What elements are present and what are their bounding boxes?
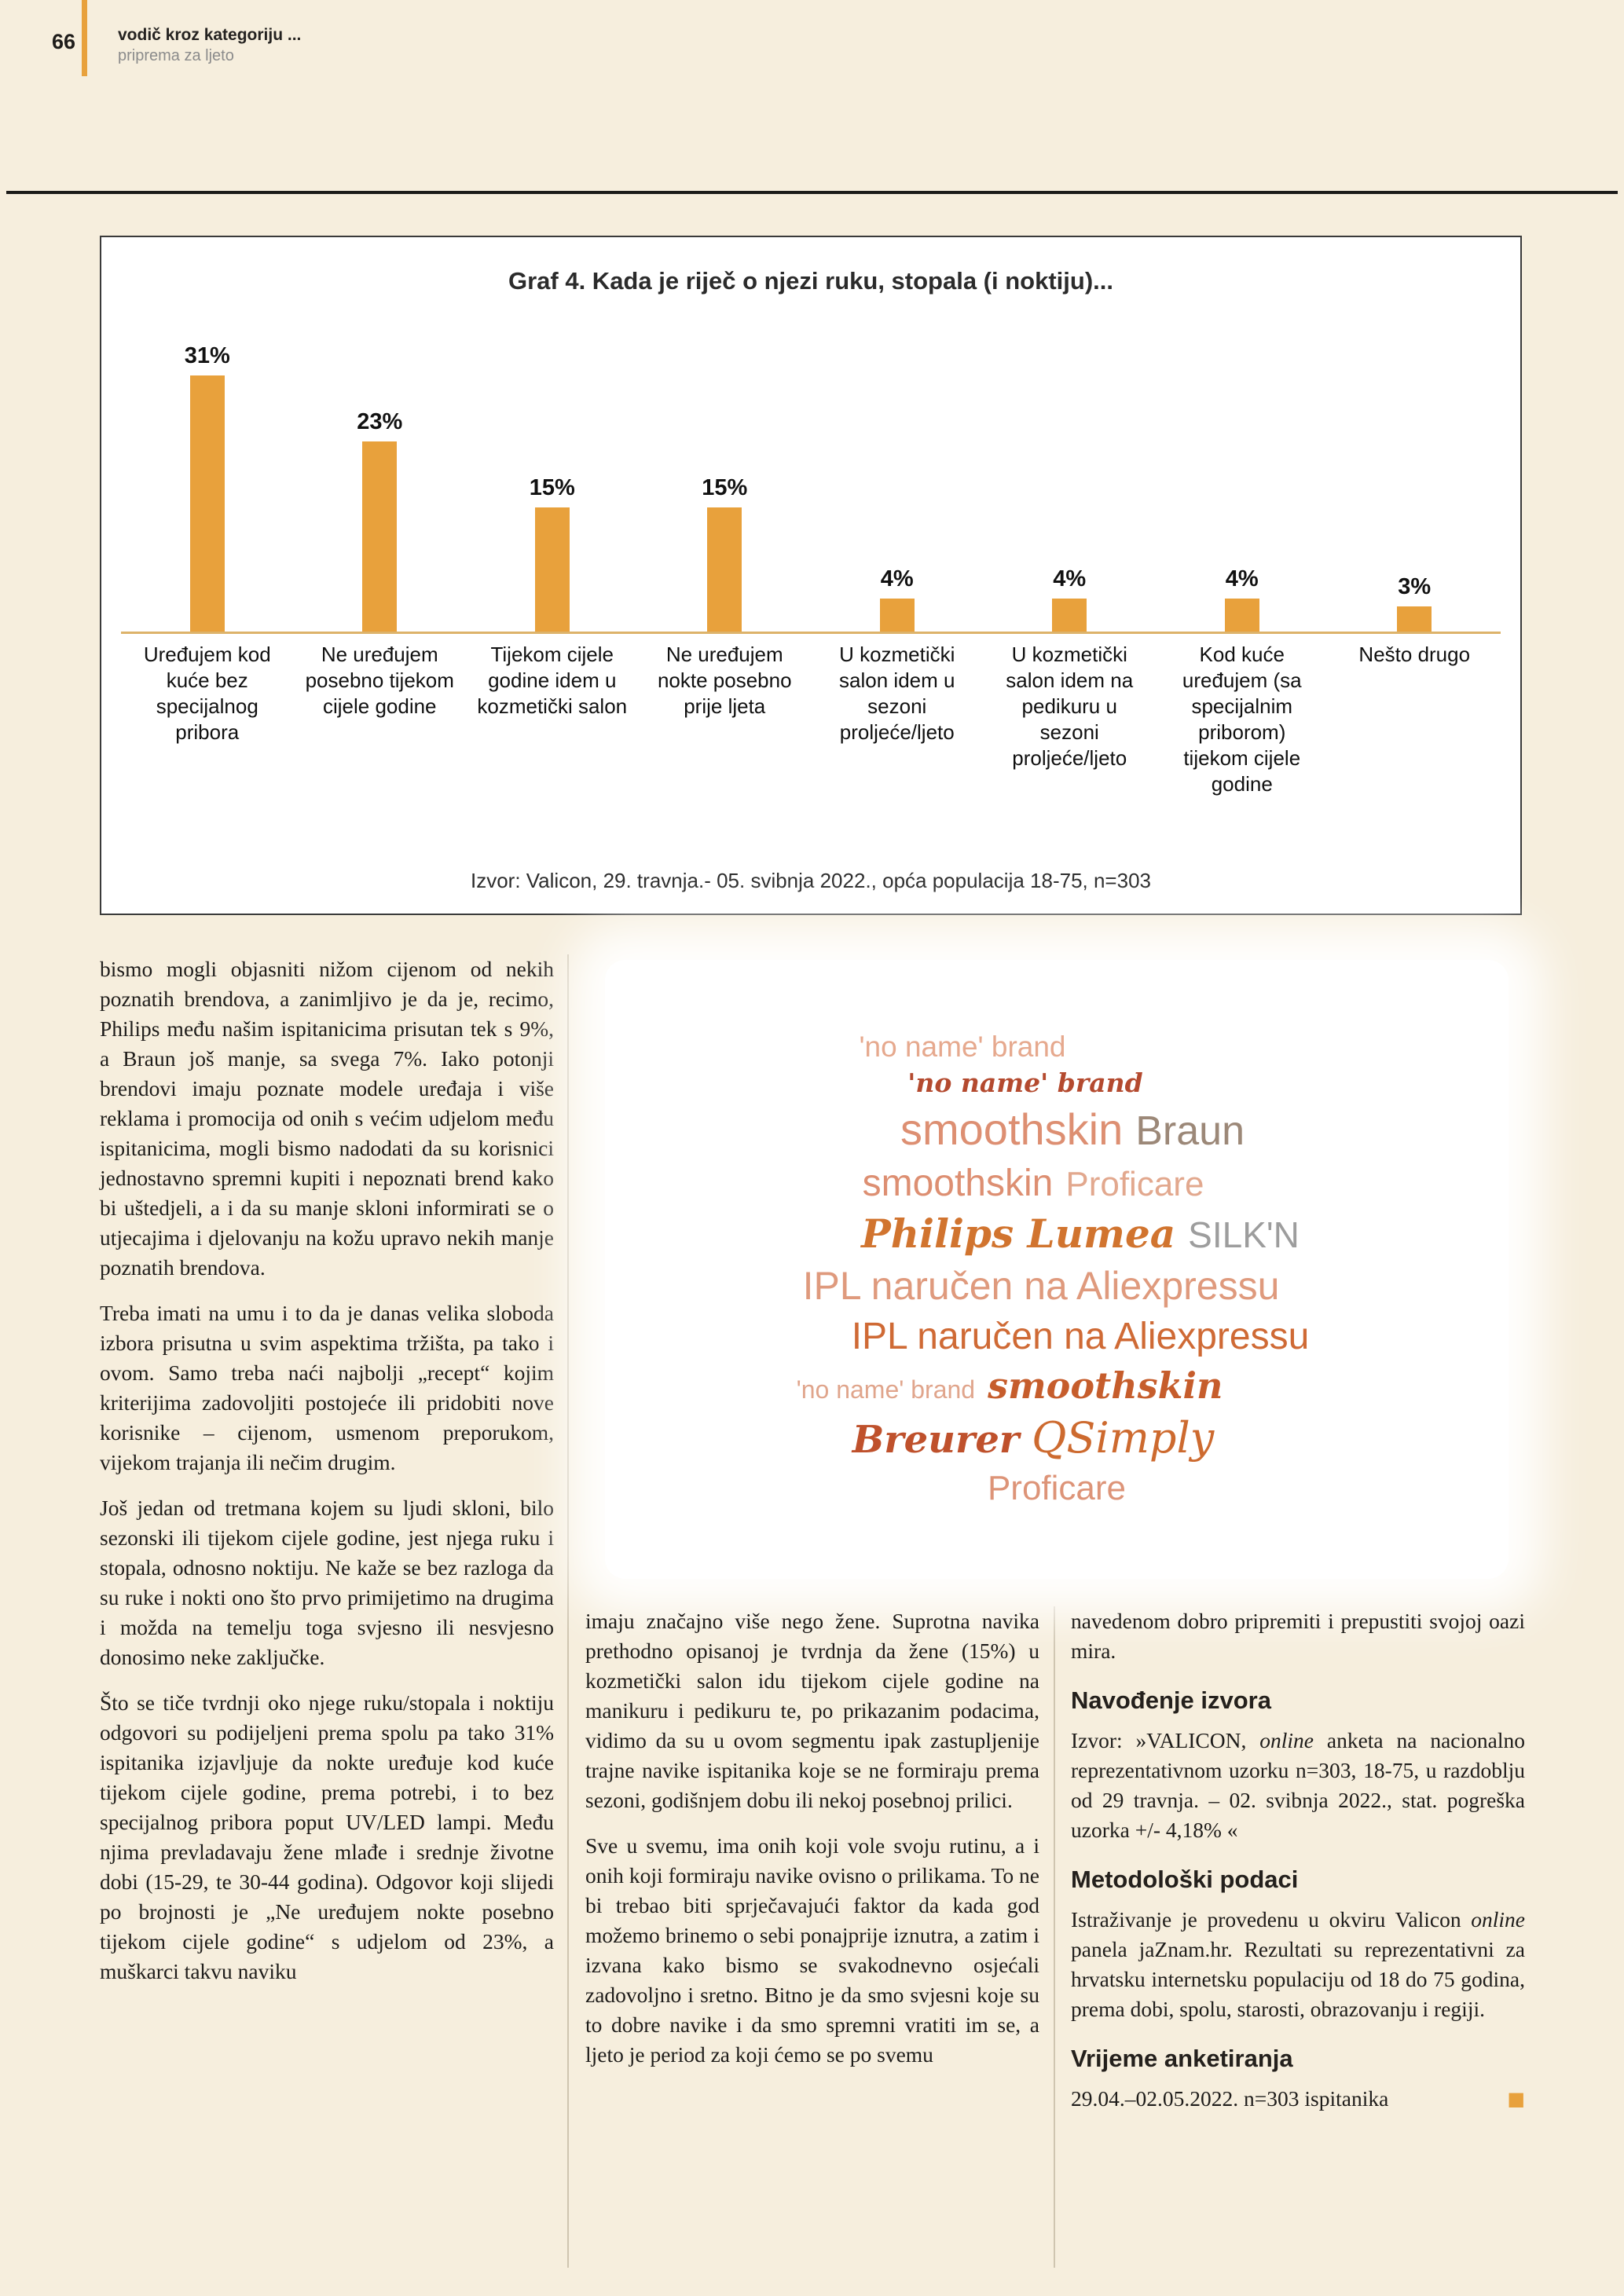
word-cloud-term: 'no name' brand	[907, 1067, 1143, 1099]
bar	[707, 507, 742, 632]
bar-category-label: Ne uređujem nokte posebno prije ljeta	[657, 643, 792, 718]
paragraph: navedenom dobro pripremiti i prepustiti svojoj oazi mira.	[1071, 1609, 1525, 1663]
word-cloud-term: QSimply	[1032, 1412, 1215, 1463]
category-row	[121, 642, 1501, 797]
paragraph: Sve u svemu, ima onih koji vole svoju rutinu, a i onih koji formiraju navike ovisno o prilikama. To ne bi trebao biti sprječavajući faktor da kada god možemo brinemo o sebi ponajprije iznutra, a zatim i izvana kako bismo se svakodnevno osjećali zadovoljno i sretno. Bitno je da smo svjesni koje su to dobre navike i da smo spremni vratiti im se, a ljeto je period za koji ćemo se po svemu	[585, 1833, 1039, 2067]
word-cloud-line	[852, 1028, 1072, 1065]
body-column-3	[1071, 1606, 1525, 2129]
bar	[362, 441, 397, 632]
paragraph: bismo mogli objasniti nižom cijenom od nekih poznatih brendova, a zanimljivo je da je, recimo, Philips među našim ispitanicima prisutan tek s 9%, a Braun još manje, sa svega 7%. Iako potonji brendovi imaju poznate modele uređaja i više reklama i promocija od onih s većim udjelom među ispitanicima, mogli bismo nadodati da su korisnici jednostavno spremni kupiti i nepoznati brend kako bi uštedjeli, a i da su manje skloni informirati se o utjecajima i djelovanju na kožu upravo nekih manje poznatih brendova.	[100, 957, 554, 1280]
chart-title: Graf 4. Kada je riječ o njezi ruku, stopala (i noktiju)...	[508, 267, 1113, 295]
word-cloud-line	[845, 1313, 1316, 1360]
word-cloud-line	[901, 1067, 1149, 1100]
bar	[880, 599, 915, 632]
bar-group	[811, 566, 984, 632]
heading-methodology: Metodološki podaci	[1071, 1866, 1299, 1893]
survey-time-text: 29.04.–02.05.2022. n=303 ispitanika	[1071, 2086, 1389, 2111]
bar-group	[984, 566, 1157, 632]
chart-source: Izvor: Valicon, 29. travnja.- 05. svibnja 2022., opća populacija 18-75, n=303	[470, 869, 1151, 892]
bar-category-label: Ne uređujem posebno tijekom cijele godine	[305, 643, 454, 718]
word-cloud-term: smoothskin	[900, 1104, 1124, 1155]
bar-category-label: Uređujem kod kuće bez specijalnog pribora	[143, 643, 271, 744]
bar	[1225, 599, 1259, 632]
bar	[1397, 606, 1432, 632]
word-cloud	[605, 960, 1509, 1579]
body-column-2	[585, 1606, 1039, 2085]
page-number: 66	[52, 30, 76, 53]
method-text-pre: Istraživanje je provedenu u okviru Valicon	[1071, 1907, 1472, 1932]
word-cloud-term: IPL naručen na Aliexpressu	[802, 1264, 1280, 1309]
word-cloud-term: Proficare	[987, 1468, 1127, 1507]
word-cloud-line	[894, 1101, 1251, 1158]
kicker-subtitle: priprema za ljeto	[118, 47, 234, 64]
heading-source: Navođenje izvora	[1071, 1686, 1271, 1714]
word-cloud-line	[981, 1467, 1132, 1511]
bar-category-label: U kozmetički salon idem u sezoni proljeće/ljeto	[839, 643, 955, 744]
bar-group	[1329, 574, 1501, 632]
paragraph: Još jedan od tretmana kojem su ljudi skloni, bilo sezonski ili tijekom cijele godine, jest njega ruku i stopala, odnosno noktiju. Ne kaže se bez razloga da su ruke i nokti ono što prvo primijetimo na drugima i možda na temelju toga svjesno ili nesvjesno donosimo neke zaključke.	[100, 1496, 554, 1669]
bar-category-label: Kod kuće uređujem (sa specijalnim priborom) tijekom cijele godine	[1182, 643, 1302, 796]
word-cloud-term: smoothskin	[862, 1163, 1054, 1205]
word-cloud-term: smoothskin	[988, 1364, 1223, 1407]
bar-value-label: 4%	[1053, 566, 1087, 591]
word-cloud-term: Braun	[1135, 1108, 1245, 1155]
heading-survey-time: Vrijeme anketiranja	[1071, 2045, 1293, 2072]
bar-group	[466, 475, 639, 632]
bar-value-label: 4%	[1225, 566, 1259, 591]
paragraph-source	[1071, 1726, 1525, 1845]
word-cloud-term: 'no name' brand	[796, 1375, 976, 1404]
column-divider	[1054, 1606, 1055, 2268]
paragraph: Treba imati na umu i to da je danas velika sloboda izbora prisutna u svim aspektima tržišta, pa tako i ovom. Samo treba naći najbolji „recept“ kojim kriterijima zadovoljiti postojeće ili pridobiti nove korisnike – cijenom, usmenom preporukom, vijekom trajanja ili nečim drugim.	[100, 1301, 554, 1474]
word-cloud-term: Proficare	[1065, 1165, 1204, 1204]
body-column-1	[100, 954, 554, 2002]
bar-value-label: 3%	[1398, 574, 1432, 599]
word-cloud-term: 'no name' brand	[859, 1030, 1066, 1063]
bar-category-label: U kozmetički salon idem na pedikuru u sezoni proljeće/ljeto	[1006, 643, 1134, 770]
top-rule	[6, 191, 1618, 194]
word-cloud-line	[846, 1411, 1221, 1465]
paragraph-survey-time	[1071, 2084, 1525, 2114]
bar-value-label: 15%	[702, 475, 748, 500]
section-kicker	[118, 26, 301, 65]
word-cloud-term: Breurer	[852, 1417, 1020, 1462]
method-text-italic: online	[1471, 1907, 1525, 1932]
accent-bar	[82, 0, 87, 76]
bar-group	[294, 409, 467, 632]
chart-plot	[121, 302, 1501, 634]
paragraph: imaju značajno više nego žene. Suprotna navika prethodno opisanoj je tvrdnja da žene (15%) u kozmetički salon idu tijekom cijele godine na manikuru i pedikuru te, po prikazanim podacima, vidimo da su u ovom segmentu ipak zastupljenije trajne navike ispitanika koje se ne formiraju prema sezoni, godišnjem dobu ili nekoj posebnoj prilici.	[585, 1609, 1039, 1812]
word-cloud-term: IPL naručen na Aliexpressu	[851, 1316, 1310, 1358]
bar	[1052, 599, 1087, 632]
bar-value-label: 31%	[184, 343, 230, 368]
source-text-post: anketa na nacionalno reprezentativnom uzorku n=303, 18-75, u razdoblju od 29 travnja. – 02. svibnja 2022., stat. pogreška uzorka +/- 4,18% «	[1071, 1728, 1525, 1842]
word-cloud-term: SILK'N	[1188, 1214, 1300, 1256]
bar-group	[121, 343, 294, 632]
end-marker-square: ■	[1507, 2088, 1525, 2110]
method-text-post: panela jaZnam.hr. Rezultati su reprezentativni za hrvatsku internetsku populaciju od 18 do 75 godina, prema dobi, spolu, starosti, obrazovanju i regiji.	[1071, 1937, 1525, 2021]
source-text-italic: online	[1259, 1728, 1314, 1752]
kicker-title: vodič kroz kategoriju ...	[118, 26, 302, 44]
bar-category-label: Nešto drugo	[1358, 643, 1471, 666]
paragraph-methodology	[1071, 1905, 1525, 2024]
bar	[190, 375, 225, 632]
word-cloud-line	[790, 1363, 1230, 1409]
bar-value-label: 15%	[529, 475, 575, 500]
paragraph: Što se tiče tvrdnji oko njege ruku/stopala i noktiju odgovori su podijeljeni prema spolu pa tako 31% ispitanika izjavljuje da nokte uređuje kod kuće tijekom cijele godine, prema potrebi, i to bez specijalnog pribora poput UV/LED lampi. Među njima prevladavaju žene mlađe i srednje životne dobi (15-29, te 30-44 godina). Odgovor koji slijedi po brojnosti je „Ne uređujem nokte posebno tijekom cijele godine“ s udjelom od 23%, a muškarci takvu naviku	[100, 1690, 554, 1983]
word-cloud-line	[856, 1159, 1211, 1207]
bar-value-label: 23%	[357, 409, 403, 434]
bar-value-label: 4%	[880, 566, 914, 591]
source-text-pre: Izvor: »VALICON,	[1071, 1728, 1260, 1752]
chart-box	[100, 236, 1522, 915]
word-cloud-line	[797, 1261, 1286, 1311]
word-cloud-term: Philips Lumea	[861, 1210, 1176, 1258]
column-divider	[567, 954, 569, 2268]
bar-group	[639, 475, 812, 632]
bar-group	[1156, 566, 1329, 632]
word-cloud-line	[855, 1209, 1306, 1259]
bar	[535, 507, 570, 632]
bar-category-label: Tijekom cijele godine idem u kozmetički salon	[477, 643, 628, 718]
